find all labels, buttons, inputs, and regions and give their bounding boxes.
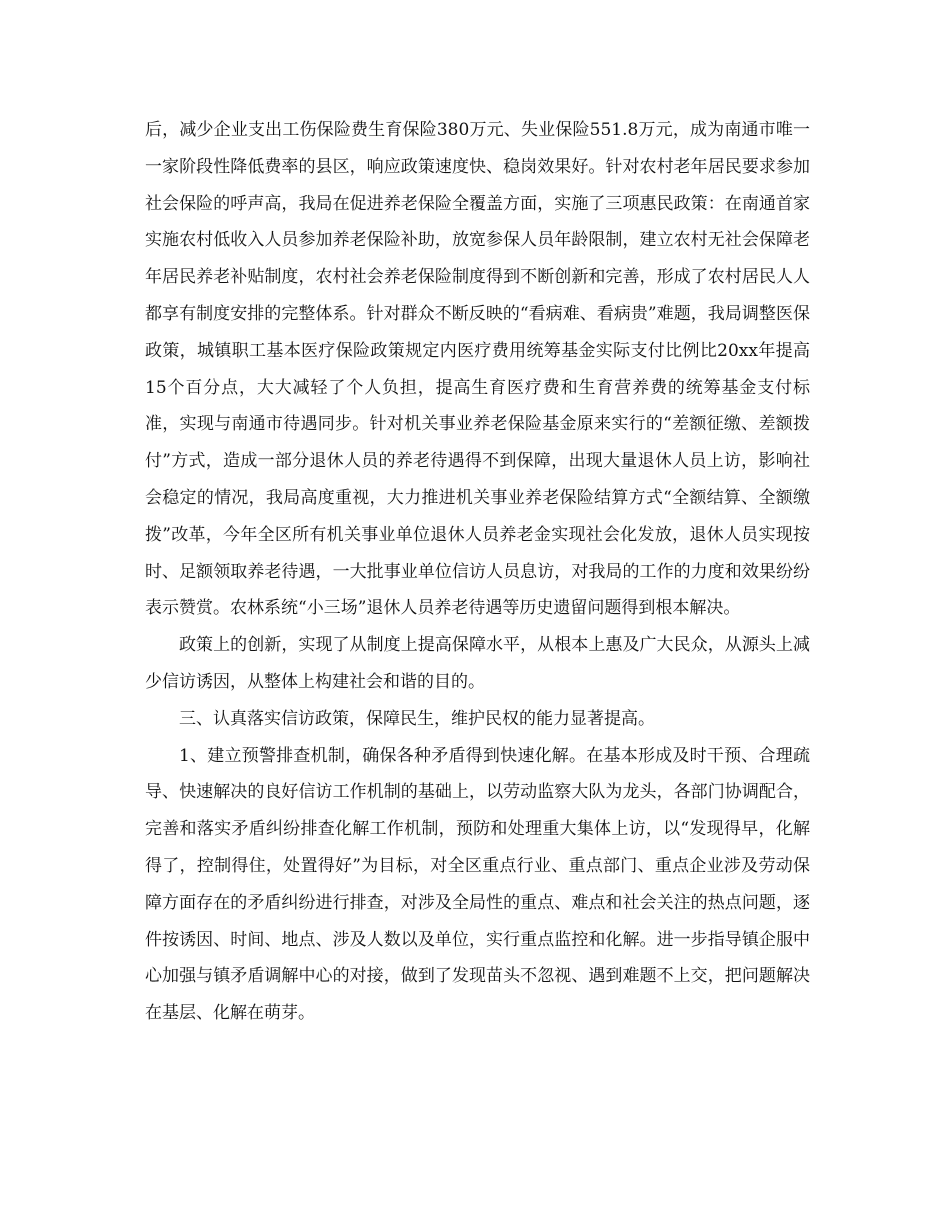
paragraph-policy-innovation: 政策上的创新，实现了从制度上提高保障水平，从根本上惠及广大民众，从源头上减少信访诱因，从整体上构建社会和谐的目的。 xyxy=(145,635,810,692)
section-heading-three: 三、认真落实信访政策，保障民生，维护民权的能力显著提高。 xyxy=(179,708,655,729)
document-body xyxy=(145,112,810,1032)
paragraph-early-warning: 1、建立预警排查机制，确保各种矛盾得到快速化解。在基本形成及时干预、合理疏导、快速解决的良好信访工作机制的基础上，以劳动监察大队为龙头，各部门协调配合，完善和落实矛盾纠纷排查化解工作机制，预防和处理重大集体上访，以“发现得早，化解得了，控制得住，处置得好”为目标，对全区重点行业、重点部门、重点企业涉及劳动保障方面存在的矛盾纠纷进行排查，对涉及全局性的重点、难点和社会关注的热点问题，逐件按诱因、时间、地点、涉及人数以及单位，实行重点监控和化解。进一步指导镇企服中心加强与镇矛盾调解中心的对接，做到了发现苗头不忽视、遇到难题不上交，把问题解决在基层、化解在萌芽。 xyxy=(145,745,810,1024)
paragraph-policy-measures: 后，减少企业支出工伤保险费生育保险380万元、失业保险551.8万元，成为南通市唯一一家阶段性降低费率的县区，响应政策速度快、稳岗效果好。针对农村老年居民要求参加社会保险的呼声高，我局在促进养老保险全覆盖方面，实施了三项惠民政策：在南通首家实施农村低收入人员参加养老保险补助，放宽参保人员年龄限制，建立农村无社会保障老年居民养老补贴制度，农村社会养老保险制度得到不断创新和完善，形成了农村居民人人都享有制度安排的完整体系。针对群众不断反映的“看病难、看病贵”难题，我局调整医保政策，城镇职工基本医疗保险政策规定内医疗费用统筹基金实际支付比例比20xx年提高15个百分点，大大减轻了个人负担，提高生育医疗费和生育营养费的统筹基金支付标准，实现与南通市待遇同步。针对机关事业养老保险基金原来实行的“差额征缴、差额拨付”方式，造成一部分退休人员的养老待遇得不到保障，出现大量退休人员上访，影响社会稳定的情况，我局高度重视，大力推进机关事业养老保险结算方式“全额结算、全额缴拨”改革，今年全区所有机关事业单位退休人员养老金实现社会化发放，退休人员实现按时、足额领取养老待遇，一大批事业单位信访人员息访，对我局的工作的力度和效果纷纷表示赞赏。农林系统“小三场”退休人员养老待遇等历史遗留问题得到根本解决。 xyxy=(145,120,810,619)
